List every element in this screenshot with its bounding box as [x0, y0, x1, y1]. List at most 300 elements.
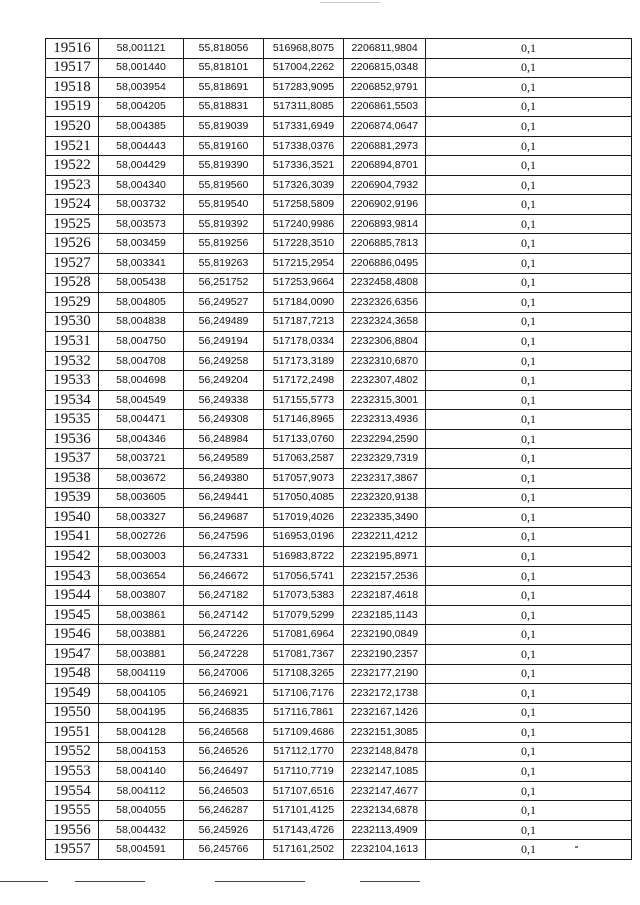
point-number-cell: 19544 [46, 586, 99, 606]
longitude-cell: 56,247006 [184, 664, 264, 684]
point-number-cell: 19555 [46, 801, 99, 821]
point-number-cell: 19554 [46, 781, 99, 801]
point-number-cell: 19553 [46, 762, 99, 782]
latitude-cell: 58,004153 [99, 742, 184, 762]
y-coordinate-cell: 2206811,9804 [344, 39, 426, 59]
longitude-cell: 56,251752 [184, 273, 264, 293]
point-number-cell: 19523 [46, 175, 99, 195]
point-number-cell: 19535 [46, 410, 99, 430]
y-coordinate-cell: 2232317,3867 [344, 469, 426, 489]
x-coordinate-cell: 517101,4125 [264, 801, 344, 821]
latitude-cell: 58,004698 [99, 371, 184, 391]
point-number-cell: 19541 [46, 527, 99, 547]
latitude-cell: 58,003861 [99, 605, 184, 625]
latitude-cell: 58,003954 [99, 78, 184, 98]
latitude-cell: 58,004549 [99, 390, 184, 410]
x-coordinate-cell: 517056,5741 [264, 566, 344, 586]
accuracy-cell: 0,1 [426, 605, 632, 625]
x-coordinate-cell: 517112,1770 [264, 742, 344, 762]
x-coordinate-cell: 517109,4686 [264, 723, 344, 743]
accuracy-cell: 0,1 [426, 703, 632, 723]
longitude-cell: 56,246921 [184, 684, 264, 704]
x-coordinate-cell: 517108,3265 [264, 664, 344, 684]
latitude-cell: 58,004205 [99, 97, 184, 117]
longitude-cell: 56,249204 [184, 371, 264, 391]
accuracy-cell: 0,1 [426, 527, 632, 547]
point-number-cell: 19516 [46, 39, 99, 59]
point-number-cell: 19533 [46, 371, 99, 391]
y-coordinate-cell: 2232315,3001 [344, 390, 426, 410]
longitude-cell: 55,818691 [184, 78, 264, 98]
table-row [46, 527, 632, 547]
point-number-cell: 19538 [46, 469, 99, 489]
point-number-cell: 19532 [46, 351, 99, 371]
accuracy-cell: 0,1 [426, 234, 632, 254]
coordinates-table [45, 38, 632, 860]
point-number-cell: 19524 [46, 195, 99, 215]
latitude-cell: 58,003721 [99, 449, 184, 469]
point-number-cell: 19539 [46, 488, 99, 508]
x-coordinate-cell: 517116,7861 [264, 703, 344, 723]
table-row [46, 586, 632, 606]
point-number-cell: 19550 [46, 703, 99, 723]
y-coordinate-cell: 2232310,6870 [344, 351, 426, 371]
accuracy-cell: 0,1 [426, 469, 632, 489]
latitude-cell: 58,004119 [99, 664, 184, 684]
point-number-cell: 19547 [46, 644, 99, 664]
x-coordinate-cell: 517173,3189 [264, 351, 344, 371]
x-coordinate-cell: 516953,0196 [264, 527, 344, 547]
x-coordinate-cell: 517081,6964 [264, 625, 344, 645]
latitude-cell: 58,004340 [99, 175, 184, 195]
y-coordinate-cell: 2232324,3658 [344, 312, 426, 332]
x-coordinate-cell: 517155,5773 [264, 390, 344, 410]
x-coordinate-cell: 517215,2954 [264, 254, 344, 274]
y-coordinate-cell: 2232147,1085 [344, 762, 426, 782]
table-row [46, 625, 632, 645]
table-row [46, 820, 632, 840]
point-number-cell: 19551 [46, 723, 99, 743]
y-coordinate-cell: 2206852,9791 [344, 78, 426, 98]
longitude-cell: 56,246672 [184, 566, 264, 586]
table-row [46, 234, 632, 254]
x-coordinate-cell: 517110,7719 [264, 762, 344, 782]
y-coordinate-cell: 2232329,7319 [344, 449, 426, 469]
accuracy-cell: 0,1 [426, 762, 632, 782]
x-coordinate-cell: 517081,7367 [264, 644, 344, 664]
latitude-cell: 58,003881 [99, 625, 184, 645]
accuracy-cell: 0,1 [426, 195, 632, 215]
latitude-cell: 58,003672 [99, 469, 184, 489]
longitude-cell: 56,249589 [184, 449, 264, 469]
accuracy-cell: 0,1 [426, 742, 632, 762]
y-coordinate-cell: 2232185,1143 [344, 605, 426, 625]
x-coordinate-cell: 517133,0760 [264, 429, 344, 449]
accuracy-cell: 0,1 [426, 97, 632, 117]
longitude-cell: 56,249441 [184, 488, 264, 508]
scan-speck [575, 846, 578, 848]
y-coordinate-cell: 2206904,7932 [344, 175, 426, 195]
table-row [46, 214, 632, 234]
y-coordinate-cell: 2206885,7813 [344, 234, 426, 254]
x-coordinate-cell: 516968,8075 [264, 39, 344, 59]
longitude-cell: 56,249194 [184, 332, 264, 352]
table-row [46, 449, 632, 469]
y-coordinate-cell: 2232157,2536 [344, 566, 426, 586]
x-coordinate-cell: 517338,0376 [264, 136, 344, 156]
table-row [46, 390, 632, 410]
y-coordinate-cell: 2232134,6878 [344, 801, 426, 821]
x-coordinate-cell: 517057,9073 [264, 469, 344, 489]
longitude-cell: 56,247331 [184, 547, 264, 567]
x-coordinate-cell: 517240,9986 [264, 214, 344, 234]
table-row [46, 117, 632, 137]
latitude-cell: 58,001440 [99, 58, 184, 78]
latitude-cell: 58,004055 [99, 801, 184, 821]
accuracy-cell: 0,1 [426, 39, 632, 59]
table-row [46, 39, 632, 59]
latitude-cell: 58,003459 [99, 234, 184, 254]
point-number-cell: 19548 [46, 664, 99, 684]
accuracy-cell: 0,1 [426, 371, 632, 391]
x-coordinate-cell: 517107,6516 [264, 781, 344, 801]
y-coordinate-cell: 2232167,1426 [344, 703, 426, 723]
longitude-cell: 56,247142 [184, 605, 264, 625]
latitude-cell: 58,004591 [99, 840, 184, 860]
longitude-cell: 55,819256 [184, 234, 264, 254]
longitude-cell: 56,249308 [184, 410, 264, 430]
longitude-cell: 55,818831 [184, 97, 264, 117]
table-row [46, 371, 632, 391]
latitude-cell: 58,004128 [99, 723, 184, 743]
latitude-cell: 58,004195 [99, 703, 184, 723]
latitude-cell: 58,004385 [99, 117, 184, 137]
y-coordinate-cell: 2232195,8971 [344, 547, 426, 567]
x-coordinate-cell: 517143,4726 [264, 820, 344, 840]
x-coordinate-cell: 517184,0090 [264, 293, 344, 313]
x-coordinate-cell: 517228,3510 [264, 234, 344, 254]
y-coordinate-cell: 2232172,1738 [344, 684, 426, 704]
accuracy-cell: 0,1 [426, 684, 632, 704]
y-coordinate-cell: 2232335,3490 [344, 508, 426, 528]
x-coordinate-cell: 517106,7176 [264, 684, 344, 704]
longitude-cell: 56,249527 [184, 293, 264, 313]
accuracy-cell: 0,1 [426, 488, 632, 508]
table-row [46, 195, 632, 215]
point-number-cell: 19546 [46, 625, 99, 645]
latitude-cell: 58,004429 [99, 156, 184, 176]
y-coordinate-cell: 2232211,4212 [344, 527, 426, 547]
table-row [46, 97, 632, 117]
table-row [46, 605, 632, 625]
y-coordinate-cell: 2232306,8804 [344, 332, 426, 352]
table-row [46, 332, 632, 352]
y-coordinate-cell: 2206902,9196 [344, 195, 426, 215]
longitude-cell: 56,249687 [184, 508, 264, 528]
latitude-cell: 58,004708 [99, 351, 184, 371]
x-coordinate-cell: 517187,7213 [264, 312, 344, 332]
accuracy-cell: 0,1 [426, 58, 632, 78]
x-coordinate-cell: 517019,4026 [264, 508, 344, 528]
point-number-cell: 19545 [46, 605, 99, 625]
accuracy-cell: 0,1 [426, 781, 632, 801]
latitude-cell: 58,003341 [99, 254, 184, 274]
table-body [46, 39, 632, 860]
point-number-cell: 19530 [46, 312, 99, 332]
latitude-cell: 58,004112 [99, 781, 184, 801]
point-number-cell: 19534 [46, 390, 99, 410]
table-row [46, 410, 632, 430]
latitude-cell: 58,003807 [99, 586, 184, 606]
y-coordinate-cell: 2232294,2590 [344, 429, 426, 449]
x-coordinate-cell: 517336,3521 [264, 156, 344, 176]
latitude-cell: 58,004471 [99, 410, 184, 430]
accuracy-cell: 0,1 [426, 351, 632, 371]
point-number-cell: 19531 [46, 332, 99, 352]
table-row [46, 762, 632, 782]
y-coordinate-cell: 2206815,0348 [344, 58, 426, 78]
table-row [46, 293, 632, 313]
x-coordinate-cell: 516983,8722 [264, 547, 344, 567]
table-row [46, 273, 632, 293]
x-coordinate-cell: 517073,5383 [264, 586, 344, 606]
accuracy-cell: 0,1 [426, 136, 632, 156]
point-number-cell: 19543 [46, 566, 99, 586]
point-number-cell: 19537 [46, 449, 99, 469]
y-coordinate-cell: 2232326,6356 [344, 293, 426, 313]
table-row [46, 429, 632, 449]
table-row [46, 175, 632, 195]
point-number-cell: 19526 [46, 234, 99, 254]
scan-mark [320, 2, 380, 3]
latitude-cell: 58,005438 [99, 273, 184, 293]
point-number-cell: 19521 [46, 136, 99, 156]
point-number-cell: 19549 [46, 684, 99, 704]
point-number-cell: 19517 [46, 58, 99, 78]
accuracy-cell: 0,1 [426, 214, 632, 234]
latitude-cell: 58,004432 [99, 820, 184, 840]
accuracy-cell: 0,1 [426, 586, 632, 606]
y-coordinate-cell: 2232458,4808 [344, 273, 426, 293]
accuracy-cell: 0,1 [426, 254, 632, 274]
point-number-cell: 19557 [46, 840, 99, 860]
longitude-cell: 56,247228 [184, 644, 264, 664]
table-row [46, 684, 632, 704]
accuracy-cell: 0,1 [426, 117, 632, 137]
table-row [46, 723, 632, 743]
point-number-cell: 19552 [46, 742, 99, 762]
accuracy-cell: 0,1 [426, 429, 632, 449]
x-coordinate-cell: 517326,3039 [264, 175, 344, 195]
table-row [46, 781, 632, 801]
accuracy-cell: 0,1 [426, 449, 632, 469]
accuracy-cell: 0,1 [426, 156, 632, 176]
footer-line [75, 881, 145, 882]
table-row [46, 488, 632, 508]
x-coordinate-cell: 517004,2262 [264, 58, 344, 78]
footer-line [215, 881, 305, 882]
longitude-cell: 56,249380 [184, 469, 264, 489]
longitude-cell: 56,245926 [184, 820, 264, 840]
x-coordinate-cell: 517172,2498 [264, 371, 344, 391]
point-number-cell: 19528 [46, 273, 99, 293]
table-row [46, 351, 632, 371]
point-number-cell: 19522 [46, 156, 99, 176]
table-row [46, 703, 632, 723]
longitude-cell: 55,819392 [184, 214, 264, 234]
accuracy-cell: 0,1 [426, 78, 632, 98]
latitude-cell: 58,004750 [99, 332, 184, 352]
accuracy-cell: 0,1 [426, 820, 632, 840]
table-row [46, 469, 632, 489]
longitude-cell: 55,819039 [184, 117, 264, 137]
latitude-cell: 58,004346 [99, 429, 184, 449]
x-coordinate-cell: 517311,8085 [264, 97, 344, 117]
point-number-cell: 19542 [46, 547, 99, 567]
point-number-cell: 19527 [46, 254, 99, 274]
table-row [46, 742, 632, 762]
accuracy-cell: 0,1 [426, 312, 632, 332]
longitude-cell: 56,246503 [184, 781, 264, 801]
latitude-cell: 58,003881 [99, 644, 184, 664]
table-row [46, 801, 632, 821]
longitude-cell: 55,819540 [184, 195, 264, 215]
latitude-cell: 58,002726 [99, 527, 184, 547]
y-coordinate-cell: 2232190,2357 [344, 644, 426, 664]
latitude-cell: 58,003732 [99, 195, 184, 215]
longitude-cell: 55,818056 [184, 39, 264, 59]
longitude-cell: 56,246526 [184, 742, 264, 762]
y-coordinate-cell: 2232147,4677 [344, 781, 426, 801]
longitude-cell: 56,246835 [184, 703, 264, 723]
longitude-cell: 55,819263 [184, 254, 264, 274]
longitude-cell: 55,818101 [184, 58, 264, 78]
longitude-cell: 55,819160 [184, 136, 264, 156]
x-coordinate-cell: 517146,8965 [264, 410, 344, 430]
y-coordinate-cell: 2206861,5503 [344, 97, 426, 117]
x-coordinate-cell: 517258,5809 [264, 195, 344, 215]
longitude-cell: 56,246497 [184, 762, 264, 782]
longitude-cell: 56,245766 [184, 840, 264, 860]
table-row [46, 664, 632, 684]
table-row [46, 566, 632, 586]
accuracy-cell: 0,1 [426, 332, 632, 352]
x-coordinate-cell: 517079,5299 [264, 605, 344, 625]
y-coordinate-cell: 2232151,3085 [344, 723, 426, 743]
point-number-cell: 19525 [46, 214, 99, 234]
table-row [46, 312, 632, 332]
table-row [46, 136, 632, 156]
table-row [46, 644, 632, 664]
longitude-cell: 56,247226 [184, 625, 264, 645]
y-coordinate-cell: 2232313,4936 [344, 410, 426, 430]
latitude-cell: 58,004140 [99, 762, 184, 782]
x-coordinate-cell: 517253,9664 [264, 273, 344, 293]
longitude-cell: 55,819390 [184, 156, 264, 176]
accuracy-cell: 0,1 [426, 293, 632, 313]
latitude-cell: 58,004838 [99, 312, 184, 332]
point-number-cell: 19518 [46, 78, 99, 98]
accuracy-cell: 0,1 [426, 801, 632, 821]
y-coordinate-cell: 2232320,9138 [344, 488, 426, 508]
footer-line [360, 881, 420, 882]
latitude-cell: 58,003573 [99, 214, 184, 234]
point-number-cell: 19540 [46, 508, 99, 528]
table-row [46, 78, 632, 98]
x-coordinate-cell: 517050,4085 [264, 488, 344, 508]
longitude-cell: 56,248984 [184, 429, 264, 449]
y-coordinate-cell: 2206886,0495 [344, 254, 426, 274]
x-coordinate-cell: 517178,0334 [264, 332, 344, 352]
longitude-cell: 56,249338 [184, 390, 264, 410]
table-row [46, 156, 632, 176]
accuracy-cell: 0,1 [426, 508, 632, 528]
y-coordinate-cell: 2206874,0647 [344, 117, 426, 137]
point-number-cell: 19529 [46, 293, 99, 313]
latitude-cell: 58,004443 [99, 136, 184, 156]
table-row [46, 254, 632, 274]
point-number-cell: 19556 [46, 820, 99, 840]
y-coordinate-cell: 2206881,2973 [344, 136, 426, 156]
latitude-cell: 58,003327 [99, 508, 184, 528]
accuracy-cell: 0,1 [426, 644, 632, 664]
longitude-cell: 56,246568 [184, 723, 264, 743]
longitude-cell: 56,246287 [184, 801, 264, 821]
y-coordinate-cell: 2232113,4909 [344, 820, 426, 840]
footer-line [0, 881, 48, 882]
longitude-cell: 56,249489 [184, 312, 264, 332]
latitude-cell: 58,003654 [99, 566, 184, 586]
accuracy-cell: 0,1 [426, 410, 632, 430]
longitude-cell: 55,819560 [184, 175, 264, 195]
y-coordinate-cell: 2232148,8478 [344, 742, 426, 762]
point-number-cell: 19519 [46, 97, 99, 117]
table-row [46, 547, 632, 567]
y-coordinate-cell: 2232104,1613 [344, 840, 426, 860]
accuracy-cell: 0,1 [426, 390, 632, 410]
y-coordinate-cell: 2206893,9814 [344, 214, 426, 234]
x-coordinate-cell: 517283,9095 [264, 78, 344, 98]
y-coordinate-cell: 2232307,4802 [344, 371, 426, 391]
latitude-cell: 58,003605 [99, 488, 184, 508]
x-coordinate-cell: 517161,2502 [264, 840, 344, 860]
accuracy-cell: 0,1 [426, 273, 632, 293]
y-coordinate-cell: 2232177,2190 [344, 664, 426, 684]
accuracy-cell: 0,1 [426, 840, 632, 860]
x-coordinate-cell: 517063,2587 [264, 449, 344, 469]
table-row [46, 840, 632, 860]
table-row [46, 58, 632, 78]
point-number-cell: 19536 [46, 429, 99, 449]
accuracy-cell: 0,1 [426, 547, 632, 567]
y-coordinate-cell: 2232187,4618 [344, 586, 426, 606]
accuracy-cell: 0,1 [426, 664, 632, 684]
y-coordinate-cell: 2232190,0849 [344, 625, 426, 645]
x-coordinate-cell: 517331,6949 [264, 117, 344, 137]
longitude-cell: 56,249258 [184, 351, 264, 371]
accuracy-cell: 0,1 [426, 723, 632, 743]
table-row [46, 508, 632, 528]
latitude-cell: 58,003003 [99, 547, 184, 567]
latitude-cell: 58,004105 [99, 684, 184, 704]
latitude-cell: 58,004805 [99, 293, 184, 313]
accuracy-cell: 0,1 [426, 566, 632, 586]
longitude-cell: 56,247182 [184, 586, 264, 606]
latitude-cell: 58,001121 [99, 39, 184, 59]
y-coordinate-cell: 2206894,8701 [344, 156, 426, 176]
longitude-cell: 56,247596 [184, 527, 264, 547]
accuracy-cell: 0,1 [426, 625, 632, 645]
